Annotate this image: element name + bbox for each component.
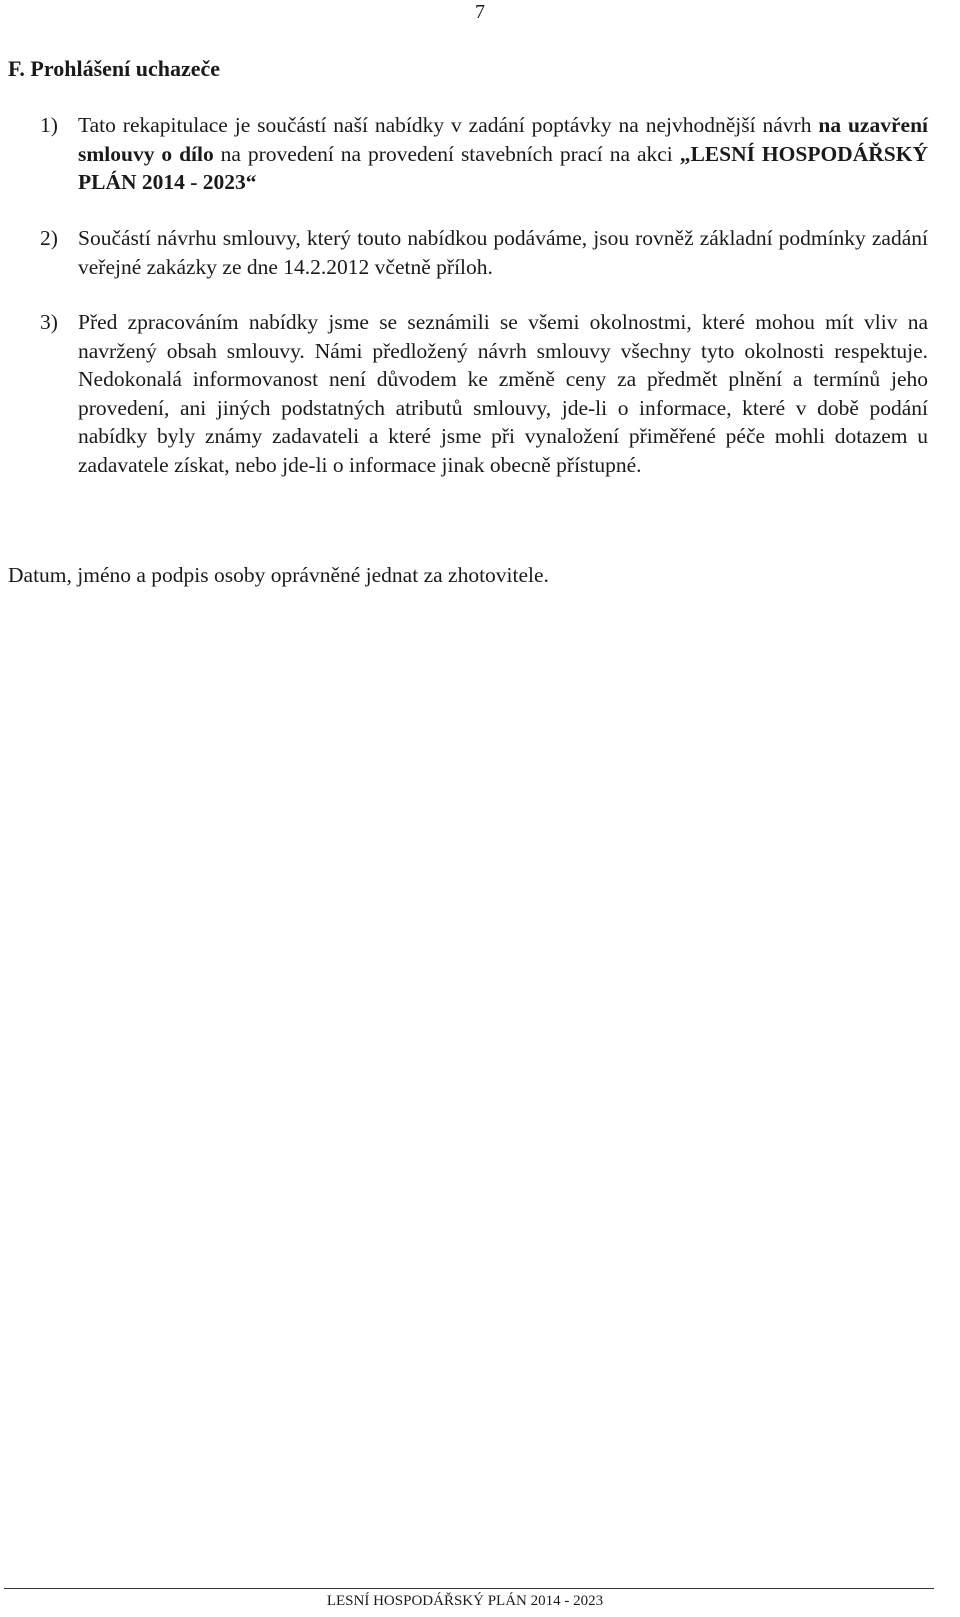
- signature-line: Datum, jméno a podpis osoby oprávněné jednat za zhotovitele.: [8, 563, 549, 587]
- item-number: 3): [40, 310, 58, 334]
- item-text-part: Tato rekapitulace je součástí naší nabídky v zadání poptávky na nejvhodnější návrh: [78, 113, 819, 137]
- page-footer: LESNÍ HOSPODÁŘSKÝ PLÁN 2014 - 2023: [326, 1593, 604, 1609]
- page-number: 7: [475, 1, 485, 23]
- item-text-bold: na uzavření smlouvy o dílo: [78, 113, 928, 166]
- footer-divider: [4, 1588, 934, 1589]
- declaration-item-3: [40, 308, 928, 479]
- item-number: 2): [40, 226, 58, 250]
- item-text: [78, 111, 928, 197]
- item-text: Před zpracováním nabídky jsme se seznámili se všemi okolnostmi, které mohou mít vliv na navržený obsah smlouvy. Námi předložený návrh smlouvy všechny tyto okolnosti respektuje. Nedokonalá informovanost není důvodem ke změně ceny za předmět plnění a termínů jeho provedení, ani jiných podstatných atributů smlouvy, jde-li o informace, které v době podání nabídky byly známy zadavateli a které jsme při vynaložení přiměřené péče mohli dotazem u zadavatele získat, nebo jde-li o informace jinak obecně přístupné.: [78, 310, 928, 477]
- item-text: Součástí návrhu smlouvy, který touto nabídkou podáváme, jsou rovněž základní podmínky zadání veřejné zakázky ze dne 14.2.2012 včetně příloh.: [78, 226, 928, 279]
- declaration-item-2: [40, 224, 928, 281]
- section-heading: F. Prohlášení uchazeče: [8, 56, 221, 81]
- item-text-part: na provedení na provedení stavebních prací na akci: [213, 141, 680, 166]
- declaration-item-1: [40, 111, 928, 197]
- item-number: 1): [40, 113, 58, 137]
- project-name: „LESNÍ HOSPODÁŘSKÝ PLÁN 2014 - 2023“: [78, 141, 928, 194]
